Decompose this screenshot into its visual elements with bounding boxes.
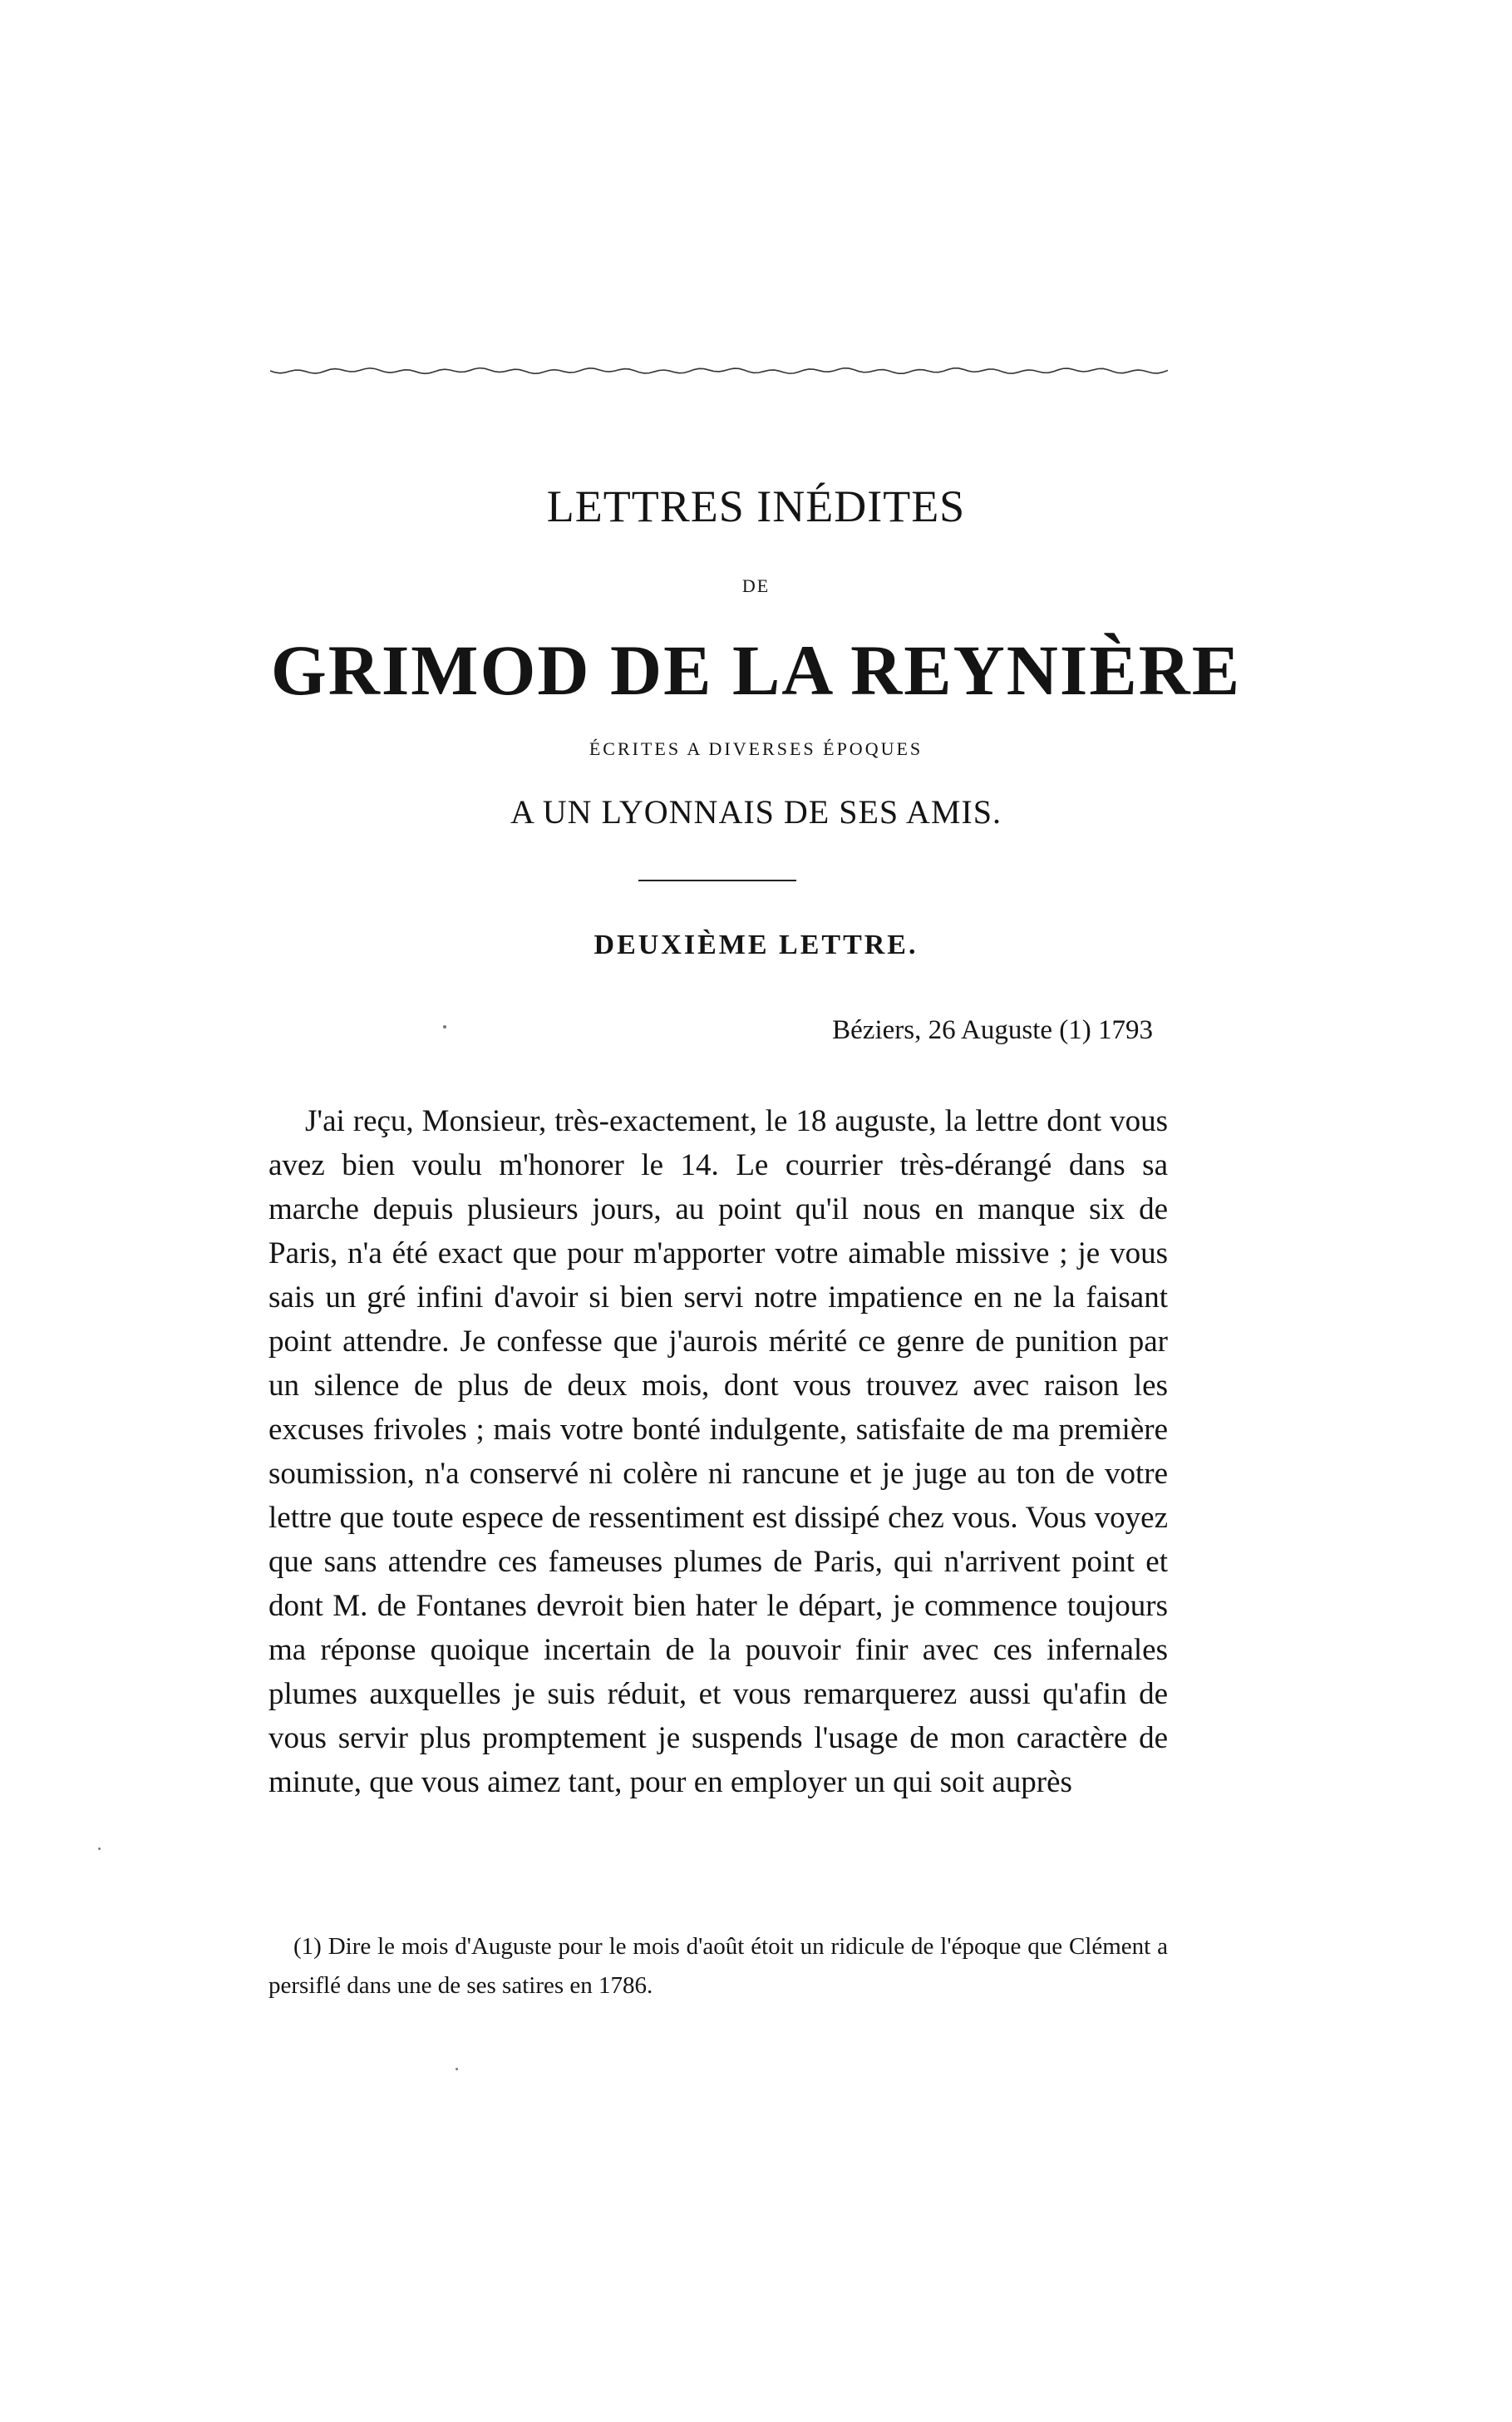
ink-speck: [456, 2068, 458, 2070]
footnote: (1) Dire le mois d'Auguste pour le mois d'août étoit un ridicule de l'époque que Clément a persiflé dans une de ses satires en 1786.: [268, 1933, 1168, 1999]
subtitle: ÉCRITES A DIVERSES ÉPOQUES: [589, 738, 923, 759]
ink-speck: [98, 1847, 101, 1850]
letter-heading: DEUXIÈME LETTRE.: [593, 930, 919, 960]
dateline: Béziers, 26 Auguste (1) 1793: [832, 1015, 1153, 1045]
dedication: A UN LYONNAIS DE SES AMIS.: [510, 793, 1002, 831]
title-author: GRIMOD DE LA REYNIÈRE: [270, 630, 1242, 710]
title-main: LETTRES INÉDITES: [546, 481, 966, 531]
section-divider: [638, 880, 796, 881]
ink-speck: [443, 1025, 446, 1028]
title-de: DE: [741, 575, 771, 596]
letter-body: J'ai reçu, Monsieur, très-exactement, le 18 auguste, la lettre dont vous avez bien voulu m'honorer le 14. Le courrier très-dérangé dans sa marche depuis plusieurs jours, au point qu'il nous en manque six de Paris, n'a été exact que pour m'apporter votre aimable missive ; je vous sais un gré infini d'avoir si bien servi notre impatience en ne la faisant point attendre. Je confesse que j'aurois mérité ce genre de punition par un silence de plus de deux mois, dont vous trouvez avec raison les excuses frivoles ; mais votre bonté indulgente, satisfaite de ma première soumission, n'a conservé ni colère ni rancune et je juge au ton de votre lettre que toute espece de ressentiment est dissipé chez vous. Vous voyez que sans attendre ces fameuses plumes de Paris, qui n'arrivent point et dont M. de Fontanes devroit bien hater le départ, je commence toujours ma réponse quoique incertain de la pouvoir finir avec ces infernales plumes auxquelles je suis réduit, et vous remarquerez aussi qu'afin de vous servir plus promptement je suspends l'usage de mon caractère de minute, que vous aimez tant, pour en employer un qui soit auprès: [268, 1104, 1168, 1799]
top-wavy-rule: [270, 366, 1168, 376]
